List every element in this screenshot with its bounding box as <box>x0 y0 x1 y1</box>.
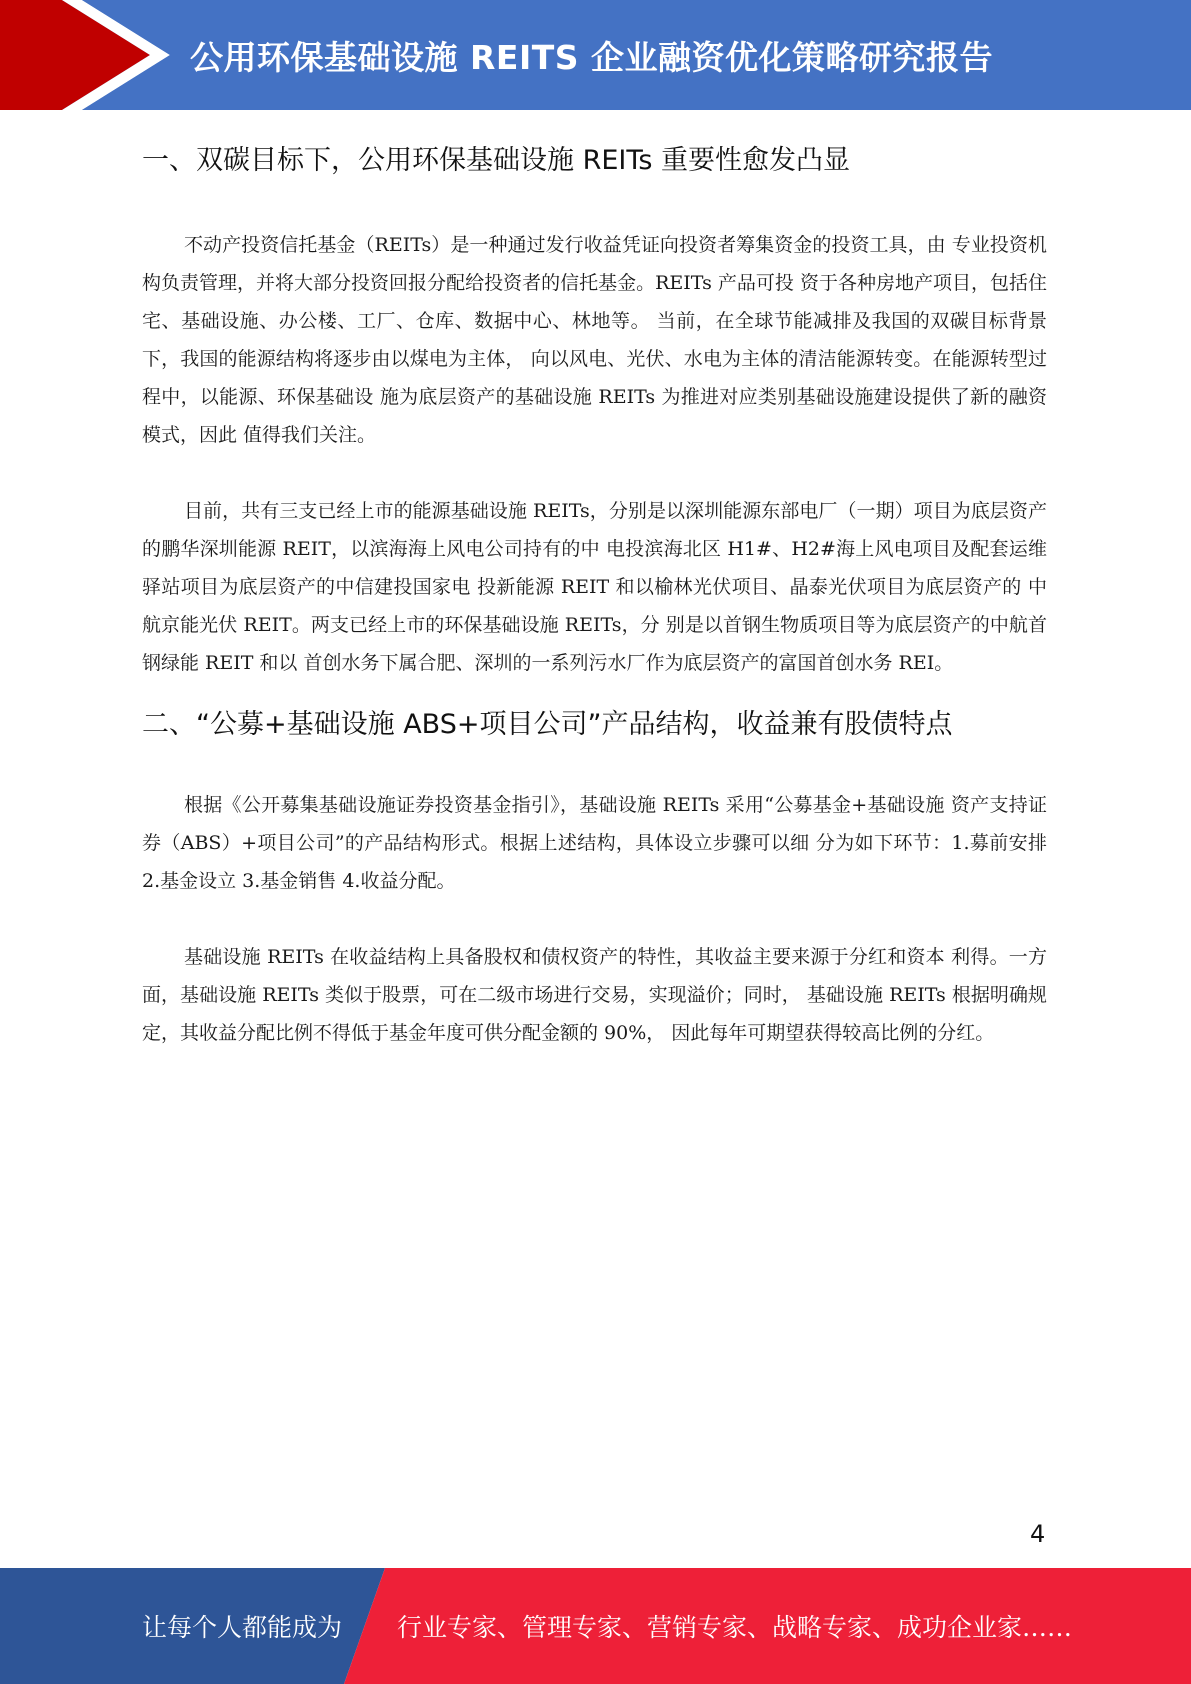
footer-slogan-left: 让每个人都能成为 <box>142 1613 343 1642</box>
section-2 <box>142 696 1047 1052</box>
paragraph: 基础设施 REITs 在收益结构上具备股权和债权资产的特性，其收益主要来源于分红和资本 利得。一方面，基础设施 REITs 类似于股票，可在二级市场进行交易，实现溢价；同时， 基础设施 REITs 根据明确规定，其收益分配比例不得低于基金年度可供分配金额的 90%， 因此每年可期望获得较高比例的分红。 <box>142 946 1047 1044</box>
paragraph: 不动产投资信托基金（REITs）是一种通过发行收益凭证向投资者筹集资金的投资工具，由 专业投资机构负责管理，并将大部分投资回报分配给投资者的信托基金。REITs 产品可投 资于各种房地产项目，包括住宅、基础设施、办公楼、工厂、仓库、数据中心、林地等。 当前，在全球节能减排及我国的双碳目标背景下，我国的能源结构将逐步由以煤电为主体， 向以风电、光伏、水电为主体的清洁能源转变。在能源转型过程中，以能源、环保基础设 施为底层资产的基础设施 REITs 为推进对应类别基础设施建设提供了新的融资模式，因此 值得我们关注。 <box>142 234 1047 446</box>
paragraph: 目前，共有三支已经上市的能源基础设施 REITs，分别是以深圳能源东部电厂（一期）项目为底层资产的鹏华深圳能源 REIT，以滨海海上风电公司持有的中 电投滨海北区 H1#、H2#海上风电项目及配套运维驿站项目为底层资产的中信建投国家电 投新能源 REIT 和以榆林光伏项目、晶泰光伏项目为底层资产的 中航京能光伏 REIT。两支已经上市的环保基础设施 REITs，分 别是以首钢生物质项目等为底层资产的中航首钢绿能 REIT 和以 首创水务下属合肥、深圳的一系列污水厂作为底层资产的富国首创水务 REI。 <box>142 500 1047 674</box>
page-header <box>0 0 1191 110</box>
section-heading: 一、双碳目标下，公用环保基础设施 REITs 重要性愈发凸显 <box>142 145 851 176</box>
footer-slogan-right: 行业专家、管理专家、营销专家、战略专家、成功企业家…… <box>397 1613 1073 1642</box>
document-body <box>142 120 1047 1052</box>
section-heading: 二、“公募+基础设施 ABS+项目公司”产品结构，收益兼有股债特点 <box>142 709 953 740</box>
page-footer <box>0 1568 1191 1684</box>
paragraph: 根据《公开募集基础设施证券投资基金指引》，基础设施 REITs 采用“公募基金+基础设施 资产支持证券（ABS）+项目公司”的产品结构形式。根据上述结构，具体设立步骤可以细 分为如下环节：1.募前安排 2.基金设立 3.基金销售 4.收益分配。 <box>142 794 1047 892</box>
section-1 <box>142 132 1047 682</box>
page-number: 4 <box>1030 1520 1046 1548</box>
report-title: 公用环保基础设施 REITS 企业融资优化策略研究报告 <box>190 37 993 77</box>
